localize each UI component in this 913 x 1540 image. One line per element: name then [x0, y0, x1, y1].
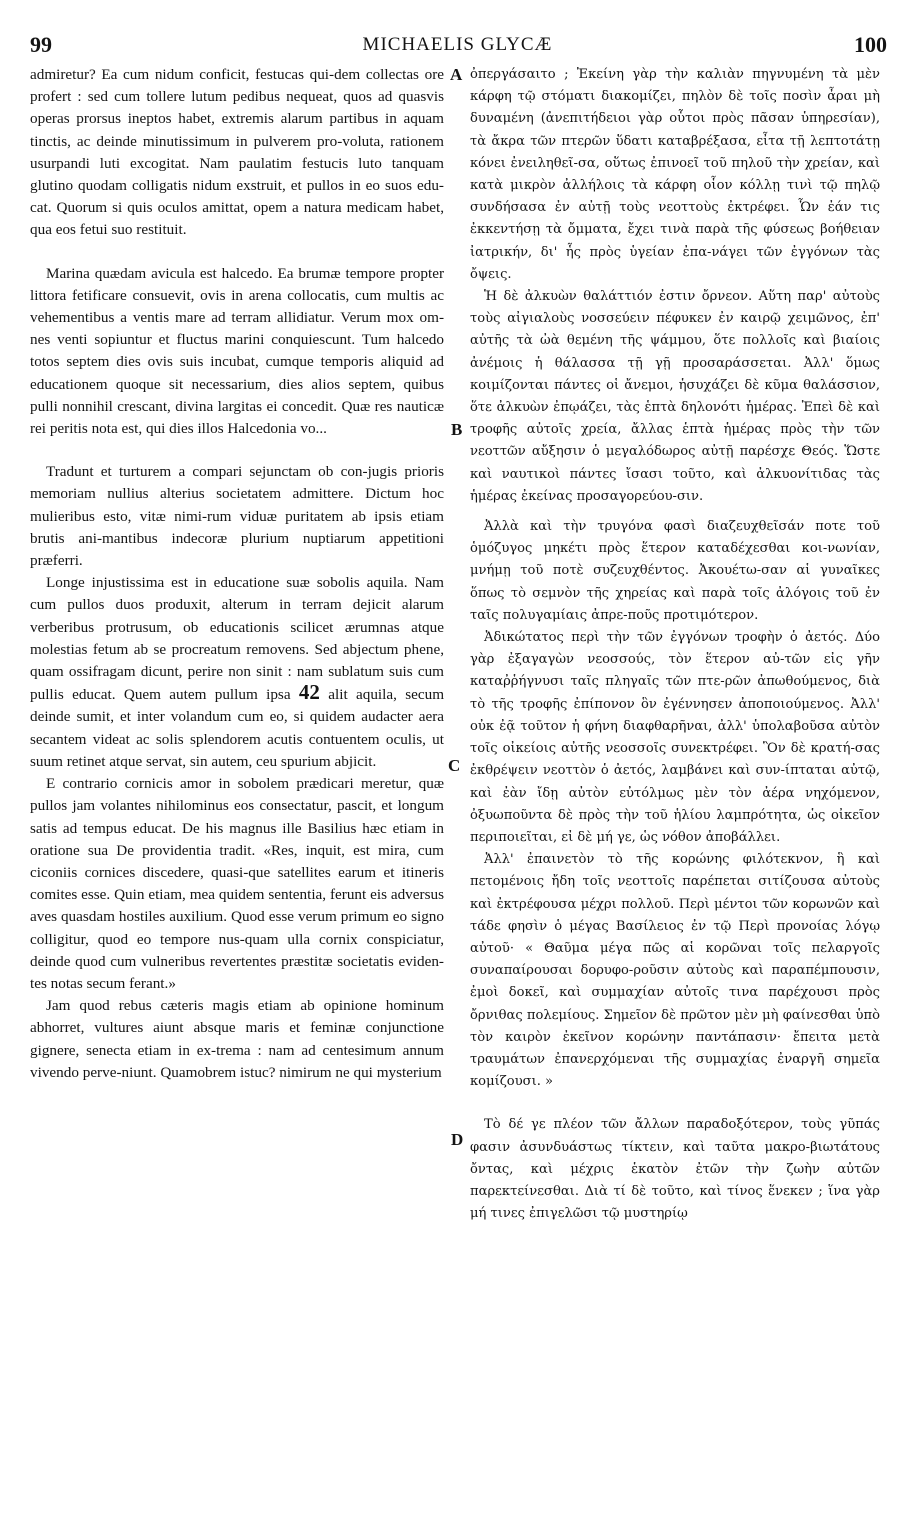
- greek-paragraph-4: Ἀδικώτατος περὶ τὴν τῶν ἐγγόνων τροφὴν ὁ ἀετός. Δύο γὰρ ἐξαγαγὼν νεοσσούς, τὸν ἕτερον αὐ-τῶν εἰς γῆν καταῤῥήγνυσι ταῖς πληγαῖς τῶν πτε-ρῶν ἀπωθούμενος, διὰ τὸ τῆς τροφῆς ἐπίπονον ὃν ἐγέννησεν ἀποποιούμενος. Ἀλλ' οὐκ ἐᾷ τοῦτον ἡ φήνη διαφθαρῆναι, ἀλλ' ὑπολαβοῦσα αὐτὸν τοῖς οἰκείοις αὐτῆς νεοσσοῖς συνεκτρέφει. Ὃν δὲ κρατή-σας ἐκθρέψειν νεοττὸν ὁ ἀετός, λαμβάνει καὶ συν-ίπταται αὐτῷ, καὶ ἐὰν ἴδῃ αὐτὸν εὐτόλμως μὲν τὸν ἀέρα νηχόμενον, ὀξυωποῦντα δὲ πρὸς τὴν τοῦ ἡλίου λαμπρότητα, ὡς οἰκεῖον περιποιεῖται, εἰ δὲ μή γε, ὡς νόθον ἀποβάλλει.: [470, 630, 880, 845]
- running-title: MICHAELIS GLYCÆ: [362, 34, 553, 55]
- greek-column: [470, 64, 880, 1225]
- latin-column: [30, 64, 444, 1084]
- latin-paragraph-1: admiretur? Ea cum nidum conficit, festucas qui-dem collectas ore profert : sed cum tollere lutum pedibus nequeat, quos ad quasvis operas prorsus ineptos habet, extremis alarum partibus in aquam tinctis, ac deinde minutissimum in pulverem pro-voluta, rationem usurpandi luti excogitat. Nam paulatim festucis luto tanquam glutino quodam colligatis nidum exstruit, et pullos in eo suos edu-cat. Quorum si quis oculos amittat, opem a natura medicam habet, qua eos fetui suo restituit.: [30, 66, 444, 239]
- margin-letter-a: A: [450, 65, 463, 84]
- folio-number: 42: [298, 680, 320, 705]
- greek-paragraph-5: Ἀλλ' ἐπαινετὸν τὸ τῆς κορώνης φιλότεκνον, ἣ καὶ πετομένοις ἤδη τοῖς νεοττοῖς παρέπεται σιτίζουσα αὐτοὺς καὶ ἐκτρέφουσα μέχρι πολλοῦ. Περὶ μέντοι τῶν κορωνῶν καὶ τάδε φησὶν ὁ μέγας Βασίλειος ἐν τῷ Περὶ προνοίας λόγῳ αὐτοῦ· « Θαῦμα μέγα πῶς αἱ κορῶναι τοῖς πελαργοῖς συναπαίρουσαι δορυφο-ροῦσιν αὐτοὺς καὶ παραπέμπουσιν, ἐμοὶ δοκεῖ, καὶ συμμαχίαν αὐτοῖς τινα παρέχουσι πρὸς ὄρνιθας πολεμίους. Σημεῖον δὲ πρῶτον μὲν μὴ φαίνεσθαι ὑπὸ τὸν καιρὸν ἐκεῖνον κορώνην παντάπασιν· ἔπειτα μετὰ τραυμάτων ἐπανερχόμεναι τῆς συμμαχίας ἐναργῆ σημεῖα κομίζουσι. »: [470, 852, 880, 1090]
- page-number-right: 100: [854, 32, 887, 57]
- latin-paragraph-4a: Longe injustissima est in educatione suæ sobolis aquila. Nam cum pullos duos produxit, alterum in terram dejicit alarum verberibus protrusum, ob educationis scilicet ærumnas atque molestias fetum ab se procreatum removens. Sed abjectum phene, quam ossifragam dicunt, perire non sinit : nam sublatum suis cum pullis educat. Quem autem pullum ipsa: [30, 574, 444, 704]
- latin-paragraph-2: Marina quædam avicula est halcedo. Ea brumæ tempore propter littora fetificare consuevit, ovis in arena collocatis, cum multis ac vehementibus a ventis mare ad terram allidiatur. Verum mox om-nes venti sopiuntur et fluctus marini conquiescunt. Tum halcedo totos septem dies ovis suis incubat, cumque temporis aliquid ad educationem quoque sit necessarium, dies alios septem, quibus pulli nonnihil crescant, divina largitas ei concedit. Quæ res nauticæ rei peritis nota est, qui dies illos Halcedonia vo...: [30, 264, 444, 438]
- latin-paragraph-3: Tradunt et turturem a compari sejunctam ob con-jugis prioris memoriam nullius alterius societatem admittere. Dictum hoc mulieribus esto, vitæ nimi-rum viduæ puritatem ab ipsis etiam brutis ani-mantibus indecoræ plurium nuptiarum appetitioni præferri.: [30, 463, 444, 570]
- greek-paragraph-3: Ἀλλὰ καὶ τὴν τρυγόνα φασὶ διαζευχθεῖσάν ποτε τοῦ ὁμόζυγος μηκέτι πρὸς ἕτερον καταδέχεσθαι κοι-νωνίαν, μνήμῃ τοῦ ποτὲ συζευχθέντος. Ἀκουέτω-σαν αἱ γυναῖκες ὅπως τὸ σεμνὸν τῆς χηρείας καὶ παρὰ τοῖς ἀλόγοις τοῦ ἐν ταῖς πολυγαμίαις ἀπρε-ποῦς προτιμότερον.: [470, 519, 880, 623]
- margin-letter-b: B: [451, 420, 463, 439]
- greek-paragraph-1: ὀπεργάσαιτο ; Ἐκείνη γὰρ τὴν καλιὰν πηγνυμένη τὰ μὲν κάρφη τῷ στόματι διακομίζει, πηλὸν δὲ τοῖς ποσὶν ἆραι μὴ δυναμένη (ἀνεπιτήδειοι γὰρ οὗτοι πρὸς πᾶσαν ὑπηρεσίαν), τὰ ἄκρα τῶν πτερῶν ὕδατι καταβρέξασα, εἶτα τῇ λεπτοτάτῃ κόνει ἐνειληθεῖ-σα, οὕτως ἐπινοεῖ τοῦ πηλοῦ τὴν χρείαν, καὶ κατὰ μικρὸν ἀλλήλοις τὰ κάρφη οἷον κόλλῃ τινὶ τῷ πηλῷ συνδήσασα ἐν αὐτῇ τοὺς νεοττοὺς ἐκτρέφει. Ὧν ἐάν τις ἐκκεντήσῃ τὰ ὄμματα, ἔχει τινὰ παρὰ τῆς φύσεως βοήθειαν ἰατρικήν, δι' ἧς πρὸς ὑγείαν ἐπα-νάγει τῶν ἐγγόνων τὰς ὄψεις.: [470, 67, 880, 282]
- page-header: [28, 30, 887, 60]
- latin-paragraph-6: Jam quod rebus cæteris magis etiam ab opinione hominum abhorret, vultures aiunt absque maris et feminæ conjunctione gignere, senecta etiam in ex-trema : nam ad centesimum annum vivendo perve-niunt. Quamobrem istuc? nimirum ne qui mysterium: [30, 997, 444, 1081]
- margin-letter-d: D: [451, 1130, 464, 1149]
- greek-paragraph-2: Ἡ δὲ ἀλκυὼν θαλάττιόν ἐστιν ὄρνεον. Αὕτη παρ' αὐτοὺς τοὺς αἰγιαλοὺς νοσσεύειν πέφυκεν ἐν καιρῷ χειμῶνος, ἐπ' αὐτῆς τὰ ὠὰ θεμένη τῆς ψάμμου, ὅτε πολλοῖς καὶ βιαίοις ἀνέμοις ἡ θάλασσα τῇ γῇ προσαράσσεται. Ἀλλ' ὅμως κοιμίζονται πάντες οἱ ἄνεμοι, ἡσυχάζει δὲ κῦμα θαλάσσιον, ὅτε ἀλκυὼν ἐπῳάζει, τὰς ἑπτὰ δηλονότι ἡμέρας. Ἐπεὶ δὲ καὶ τροφῆς αὐτοῖς χρεία, ἄλλας ἑπτὰ ἡμέρας πρὸς τὴν τῶν νεοττῶν αὔξησιν ὁ μεγαλόδωρος αὐτῇ παρέσχε Θεός. Ὥστε καὶ ναυτικοὶ πάντες ἴσασι τοῦτο, καὶ ἀλκυονίτιδας τὰς ἡμέρας ἐκείνας προσαγορεύου-σιν.: [470, 289, 880, 504]
- page-number-left: 99: [30, 32, 52, 57]
- latin-paragraph-4b: alit aquila, secum deinde sumit, et inter volandum cum eo, si quidem audacter aera secantem videat ac solis splendorem acutis contuentem oculis, ut suum retinet atque servat, sin autem, ceu spurium abjicit.: [30, 686, 445, 770]
- latin-paragraph-5: E contrario cornicis amor in sobolem prædicari meretur, quæ pullos jam volantes nihilominus eos consectatur, pascit, et longum satis ad tempus educat. De his magnus ille Basilius hæc etiam in oratione sua De providentia tradit. «Res, inquit, est mira, cum ciconiis cornices discedere, quasi-que satellites earum et itineris comites esse. Quin etiam, mea quidem sententia, ferunt eis adversus aves quasdam hostiles auxilium. Quod esse verum primum eo signo colligitur, quod eo tempore nus-quam ulla cornix conspiciatur, deinde quod cum vulneribus revertentes præstitæ societatis eviden-tes notas secum ferant.»: [30, 775, 444, 992]
- greek-paragraph-6: Τὸ δέ γε πλέον τῶν ἄλλων παραδοξότερον, τοὺς γῦπάς φασιν ἀσυνδυάστως τίκτειν, καὶ ταῦτα μακρο-βιωτάτους ὄντας, καὶ μέχρις ἑκατὸν ἐτῶν τὴν ζωὴν αὐτῶν παρεκτείνεσθαι. Διὰ τί δὲ τοῦτο, καὶ τίνος ἕνεκεν ; ἵνα γὰρ μή τινες ἐπιγελῶσι τῷ μυστηρίῳ: [470, 1117, 880, 1222]
- latin-paragraph-4: [30, 572, 444, 773]
- margin-letter-c: C: [448, 756, 461, 775]
